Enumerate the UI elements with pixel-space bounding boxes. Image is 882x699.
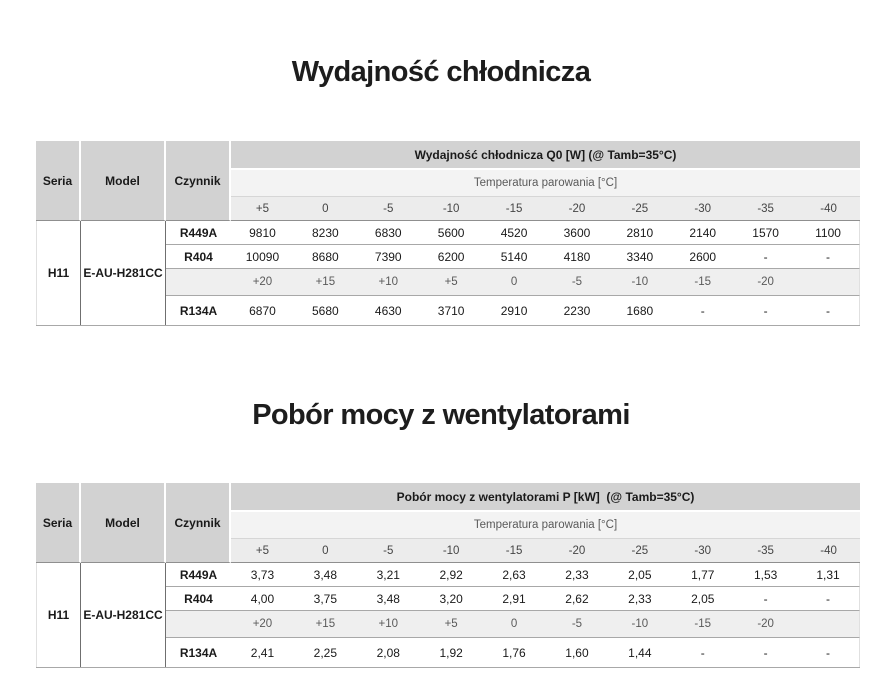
value-cell: 2810 (608, 221, 671, 245)
temp-scale-cell: -10 (608, 611, 671, 638)
temp-scale-cell: +10 (357, 269, 420, 296)
temp-scale-cell: -20 (734, 611, 797, 638)
seria-value-cell: H11 (36, 563, 81, 667)
value-cell: 7390 (357, 245, 420, 269)
value-cell: 2910 (500, 303, 528, 318)
temp-column-header: -40 (797, 539, 860, 563)
value-cell: 6830 (357, 221, 420, 245)
corner-header-czynnik: Czynnik (166, 141, 231, 221)
value-cell: 2,08 (376, 645, 400, 660)
value-cell: 1,60 (565, 645, 589, 660)
temp-column-header: -25 (608, 539, 671, 563)
temp-scale-cell: 0 (483, 611, 546, 638)
temp-scale-cell: 0 (483, 269, 546, 296)
model-value-cell: E-AU-H281CC (81, 563, 166, 667)
czynnik-cell: R134A (179, 645, 218, 660)
temp-scale-cell: +5 (420, 269, 483, 296)
value-cell: 2,05 (671, 587, 734, 611)
czynnik-cell: R449A (166, 221, 231, 245)
temp-scale-cell (797, 269, 860, 296)
temp-column-header: -10 (420, 197, 483, 221)
temp-column-header: -15 (483, 197, 546, 221)
value-cell: 1100 (797, 221, 860, 245)
temp-column-header: -20 (546, 197, 609, 221)
value-cell: 8230 (294, 221, 357, 245)
value-cell: 3,48 (294, 563, 357, 587)
temp-scale-cell: -5 (546, 611, 609, 638)
temp-column-header: 0 (294, 197, 357, 221)
temp-column-header: -15 (483, 539, 546, 563)
table-main-header: Wydajność chłodnicza Q0 [W] (@ Tamb=35°C) (231, 141, 860, 170)
value-cell: 2,92 (420, 563, 483, 587)
temp-scale-cell: -15 (671, 611, 734, 638)
value-cell: 3,75 (294, 587, 357, 611)
value-cell: 2,25 (313, 645, 338, 660)
value-cell: 1,31 (797, 563, 860, 587)
seria-value-cell: H11 (36, 221, 81, 325)
value-cell: 3,73 (231, 563, 294, 587)
temp-scale-cell: -5 (546, 269, 609, 296)
czynnik-cell: R134A (179, 303, 218, 318)
table-sub-header: Temperatura parowania [°C] (231, 170, 860, 197)
czynnik-cell: R449A (166, 563, 231, 587)
value-cell: 2140 (671, 221, 734, 245)
cooling-capacity-table (36, 141, 860, 326)
temp-scale-cell: -10 (608, 269, 671, 296)
corner-header-model: Model (81, 141, 166, 221)
value-cell: - (797, 638, 860, 667)
value-cell: - (797, 587, 860, 611)
temp-scale-cell: +15 (294, 611, 357, 638)
value-cell: 1,44 (628, 645, 652, 660)
value-cell: - (763, 645, 768, 660)
value-cell: 4520 (483, 221, 546, 245)
temp-scale-cell: -15 (671, 269, 734, 296)
value-cell: 6200 (420, 245, 483, 269)
temp-scale-cell (797, 611, 860, 638)
temp-column-header: -30 (671, 197, 734, 221)
model-value-cell: E-AU-H281CC (81, 221, 166, 325)
table-sub-header: Temperatura parowania [°C] (231, 512, 860, 539)
temp-scale-cell: -20 (734, 269, 797, 296)
value-cell: 4630 (374, 303, 402, 318)
value-cell: - (700, 645, 705, 660)
temp-column-header: -25 (608, 197, 671, 221)
value-cell: 4,00 (231, 587, 294, 611)
corner-header-czynnik: Czynnik (166, 483, 231, 563)
temp-scale-cell: +20 (231, 611, 294, 638)
value-cell: 3,20 (420, 587, 483, 611)
value-cell: 9810 (231, 221, 294, 245)
temp-scale-row-label (166, 611, 231, 638)
table-main-header: Pobór mocy z wentylatorami P [kW] (@ Tamb=35°C) (231, 483, 860, 512)
czynnik-cell: R404 (166, 245, 231, 269)
value-cell: 3,21 (357, 563, 420, 587)
temp-scale-row-label (166, 269, 231, 296)
corner-header-seria: Seria (36, 141, 81, 221)
value-cell: 2600 (671, 245, 734, 269)
value-cell: - (734, 587, 797, 611)
value-cell: - (797, 296, 860, 325)
temp-scale-cell: +15 (294, 269, 357, 296)
temp-column-header: -40 (797, 197, 860, 221)
value-cell: 2,33 (546, 563, 609, 587)
value-cell: 3710 (437, 303, 465, 318)
temp-column-header: -5 (357, 539, 420, 563)
value-cell: 1570 (734, 221, 797, 245)
temp-column-header: -10 (420, 539, 483, 563)
temp-column-header: -35 (734, 539, 797, 563)
value-cell: 1,77 (671, 563, 734, 587)
temp-scale-cell: +20 (231, 269, 294, 296)
value-cell: 2,91 (483, 587, 546, 611)
temp-column-header: -5 (357, 197, 420, 221)
czynnik-cell: R404 (166, 587, 231, 611)
value-cell: - (763, 303, 768, 318)
value-cell: 2,05 (608, 563, 671, 587)
value-cell: 2,41 (250, 645, 275, 660)
corner-header-seria: Seria (36, 483, 81, 563)
temp-column-header: -20 (546, 539, 609, 563)
value-cell: 3,48 (357, 587, 420, 611)
corner-header-model: Model (81, 483, 166, 563)
value-cell: 5680 (311, 303, 339, 318)
value-cell: 3600 (546, 221, 609, 245)
value-cell: 6870 (249, 303, 276, 318)
value-cell: 3340 (608, 245, 671, 269)
value-cell: 4180 (546, 245, 609, 269)
value-cell: 5140 (483, 245, 546, 269)
value-cell: 1,92 (439, 645, 463, 660)
value-cell: 1,53 (734, 563, 797, 587)
value-cell: 2,63 (483, 563, 546, 587)
value-cell: 8680 (294, 245, 357, 269)
value-cell: 5600 (420, 221, 483, 245)
temp-column-header: -30 (671, 539, 734, 563)
value-cell: - (797, 245, 860, 269)
value-cell: - (734, 245, 797, 269)
value-cell: - (700, 303, 705, 318)
value-cell: 10090 (231, 245, 294, 269)
temp-scale-cell: +5 (420, 611, 483, 638)
value-cell: 2,33 (608, 587, 671, 611)
value-cell: 1680 (626, 303, 654, 318)
value-cell: 2230 (563, 303, 591, 318)
section-title-power-consumption: Pobór mocy z wentylatorami (252, 399, 630, 431)
value-cell: 2,62 (546, 587, 609, 611)
temp-column-header: -35 (734, 197, 797, 221)
temp-column-header: 0 (294, 539, 357, 563)
power-consumption-table (36, 483, 860, 668)
section-title-cooling-capacity: Wydajność chłodnicza (291, 56, 591, 88)
temp-column-header: +5 (231, 197, 294, 221)
temp-column-header: +5 (231, 539, 294, 563)
temp-scale-cell: +10 (357, 611, 420, 638)
value-cell: 1,76 (502, 645, 526, 660)
